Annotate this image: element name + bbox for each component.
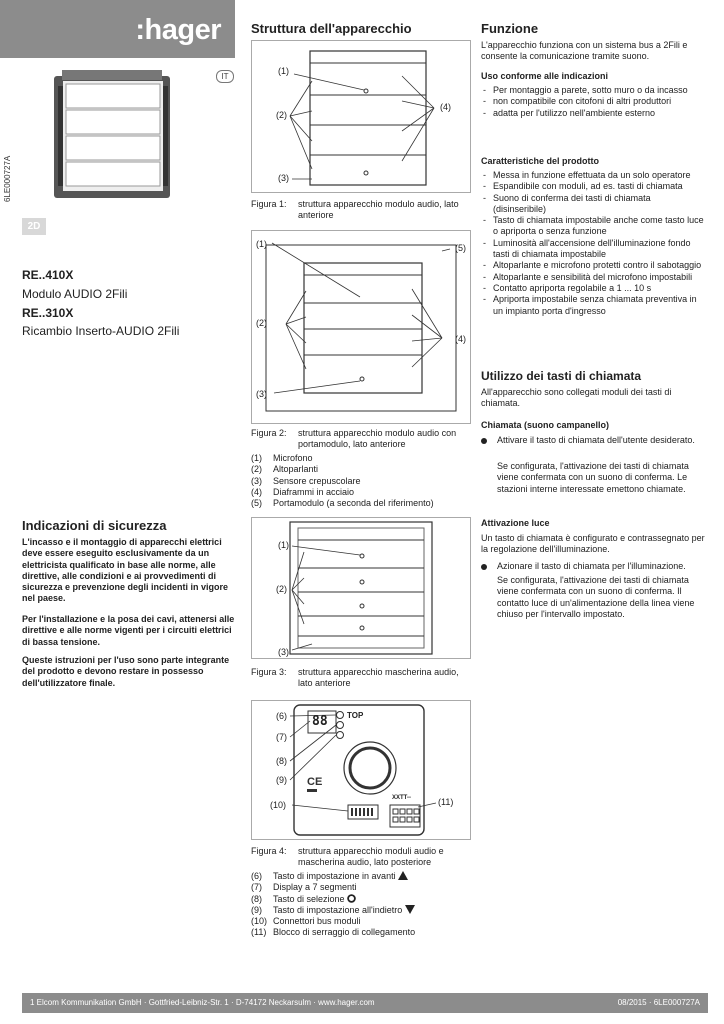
call-note: Se configurata, l'attivazione dei tasti di chiamata viene confermata con un suono di conferma. Le stazioni interne interessate emettono chiamate.	[497, 461, 689, 494]
safety-paragraph-3: Queste istruzioni per l'uso sono parte integrante del prodotto e devono restare in possesso dell'utilizzatore finale.	[22, 655, 230, 688]
legend-item: (10) Connettori bus moduli	[251, 916, 361, 927]
fig2-callout-3: (3)	[256, 389, 267, 399]
fig2-callout-1: (1)	[256, 239, 267, 249]
fig1-callout-3: (3)	[278, 173, 289, 183]
legend-item: (3) Sensore crepuscolare	[251, 475, 361, 486]
fig4-callout-9: (9)	[276, 775, 287, 785]
legend-item: (9) Tasto di impostazione all'indietro	[251, 905, 415, 916]
fig4-terminal-label: XXTT--	[392, 795, 411, 801]
list-item: - non compatibile con citofoni di altri produttori	[481, 96, 706, 107]
list-item: - adatta per l'utilizzo nell'ambiente esterno	[481, 108, 706, 119]
figure-4	[251, 700, 471, 840]
call-title: Chiamata (suono campanello)	[481, 420, 610, 430]
fig4-top-label: TOP	[347, 711, 364, 720]
structure-title: Struttura dell'apparecchio	[251, 21, 412, 36]
fig4-display-digits: 88	[312, 714, 328, 729]
list-item: - Luminosità all'accensione dell'illuminazione fondo tasti di chiamata impostabile	[481, 238, 706, 261]
fig4-callout-11: (11)	[438, 797, 454, 807]
function-intro: L'apparecchio funziona con un sistema bus a 2Fili e consente la comunicazione tramite suono.	[481, 40, 688, 62]
svg-text:CE: CE	[307, 776, 323, 788]
safety-paragraph-2: Per l'installazione e la posa dei cavi, attenersi alle direttive e alle norme vigenti per i circuiti elettrici di bassa tensione.	[22, 614, 235, 647]
fig1-callout-2: (2)	[276, 110, 287, 120]
triangle-down-icon	[405, 905, 415, 914]
fig2-callout-2: (2)	[256, 318, 267, 328]
list-item: - Per montaggio a parete, sotto muro o da incasso	[481, 85, 706, 96]
light-note: Se configurata, l'attivazione dei tasti di chiamata viene confermata con un suono di conferma. Il contatto luce di un'alimentazione della linea viene chiuso per l'intervallo impostato.	[497, 575, 695, 619]
fig2-callout-5: (5)	[455, 243, 466, 253]
fig4-callout-10: (10)	[270, 800, 287, 810]
brand-logo: :hager	[135, 14, 221, 46]
fig2-callout-4: (4)	[455, 334, 466, 344]
list-item: - Altoparlante e sensibilità del microfono impostabili	[481, 272, 706, 283]
list-item: - Apriporta impostabile senza chiamata preventiva in un impianto porta d'ingresso	[481, 294, 706, 317]
svg-text:_ _ _ _ _: _ _ _ _ _	[322, 180, 346, 186]
figure-2	[251, 230, 471, 424]
figure-2-caption: Figura 2: struttura apparecchio modulo audio con portamodulo, lato anteriore	[251, 428, 457, 449]
language-badge: IT	[216, 70, 234, 83]
list-item: - Espandibile con moduli, ad es. tasti di chiamata	[481, 181, 706, 192]
light-intro: Un tasto di chiamata è configurato e contrassegnato per la regolazione dell'illuminazione.	[481, 533, 705, 555]
light-bullet: Azionare il tasto di chiamata per l'illuminazione.	[481, 561, 706, 572]
figure-1	[251, 40, 471, 193]
fig1-callout-1: (1)	[278, 66, 289, 76]
list-item: - Messa in funzione effettuata da un solo operatore	[481, 170, 706, 181]
usage-title: Utilizzo dei tasti di chiamata	[481, 369, 642, 383]
legend-item: (6) Tasto di impostazione in avanti	[251, 871, 415, 882]
figure-4-caption: Figura 4: struttura apparecchio moduli audio e mascherina audio, lato posteriore	[251, 846, 444, 867]
list-item: - Suono di conferma dei tasti di chiamata (disinseribile)	[481, 193, 706, 216]
legend-item: (4) Diaframmi in acciaio	[251, 486, 355, 497]
footer-left: 1 Elcom Kommunikation GmbH · Gottfried-Leibniz-Str. 1 · D-74172 Neckarsulm · www.hager.com	[30, 998, 375, 1007]
footer-right: 08/2015 · 6LE000727A	[617, 998, 700, 1007]
product-code-2: RE..310X	[22, 306, 74, 320]
list-item: - Tasto di chiamata impostabile anche come tasto luce o apriporta o senza funzione	[481, 215, 706, 238]
brand-header	[0, 0, 235, 58]
triangle-up-icon	[398, 871, 408, 880]
list-item: - Contatto apriporta regolabile a 1 ... 10 s	[481, 283, 706, 294]
list-item: - Altoparlante e microfono protetti contro il sabotaggio	[481, 260, 706, 271]
fig3-callout-1: (1)	[278, 540, 289, 550]
fig1-callout-4: (4)	[440, 102, 451, 112]
document-code-vertical: 6LE000727A	[3, 155, 12, 202]
function-title: Funzione	[481, 21, 539, 36]
legend-item: (5) Portamodulo (a seconda del riferimento)	[251, 498, 434, 509]
legend-item: (7) Display a 7 segmenti	[251, 882, 357, 893]
legend-item: (11) Blocco di serraggio di collegamento	[251, 927, 416, 938]
features-list	[481, 170, 706, 317]
figure-3	[251, 517, 471, 659]
page-footer	[22, 993, 708, 1013]
light-title: Attivazione luce	[481, 518, 550, 528]
fig4-callout-7: (7)	[276, 732, 287, 742]
product-name-1: Modulo AUDIO 2Fili	[22, 287, 128, 301]
legend-parts-1-5	[251, 453, 434, 509]
features-title: Caratteristiche del prodotto	[481, 156, 600, 166]
fig3-callout-2: (2)	[276, 584, 287, 594]
safety-title: Indicazioni di sicurezza	[22, 518, 167, 533]
call-bullet: Attivare il tasto di chiamata dell'utente desiderato.	[481, 435, 706, 446]
legend-parts-6-11	[251, 871, 415, 939]
product-code-1: RE..410X	[22, 268, 74, 282]
usage-intro: All'apparecchio sono collegati moduli dei tasti di chiamata.	[481, 387, 672, 409]
legend-item: (8) Tasto di selezione	[251, 894, 415, 905]
product-image	[50, 66, 175, 201]
fig3-callout-3: (3)	[278, 647, 289, 657]
figure-3-caption: Figura 3: struttura apparecchio mascherina audio, lato anteriore	[251, 667, 459, 688]
product-name-2: Ricambio Inserto-AUDIO 2Fili	[22, 324, 180, 338]
fig4-callout-6: (6)	[276, 711, 287, 721]
figure-1-caption: Figura 1: struttura apparecchio modulo audio, lato anteriore	[251, 199, 459, 220]
safety-paragraph-1: L'incasso e il montaggio di apparecchi elettrici deve essere eseguito esclusivamente da un elettricista qualificato in base alle norme, alle direttive, alle condizioni e ai provvedimenti di sicurezza e prevenzione degli incidenti in vigore nel paese.	[22, 537, 229, 604]
use-title: Uso conforme alle indicazioni	[481, 71, 609, 81]
badge-2d: 2D	[22, 218, 46, 235]
circle-icon	[347, 894, 356, 903]
use-list	[481, 85, 706, 119]
fig4-callout-8: (8)	[276, 756, 287, 766]
legend-item: (2) Altoparlanti	[251, 464, 319, 475]
legend-item: (1) Microfono	[251, 453, 313, 463]
